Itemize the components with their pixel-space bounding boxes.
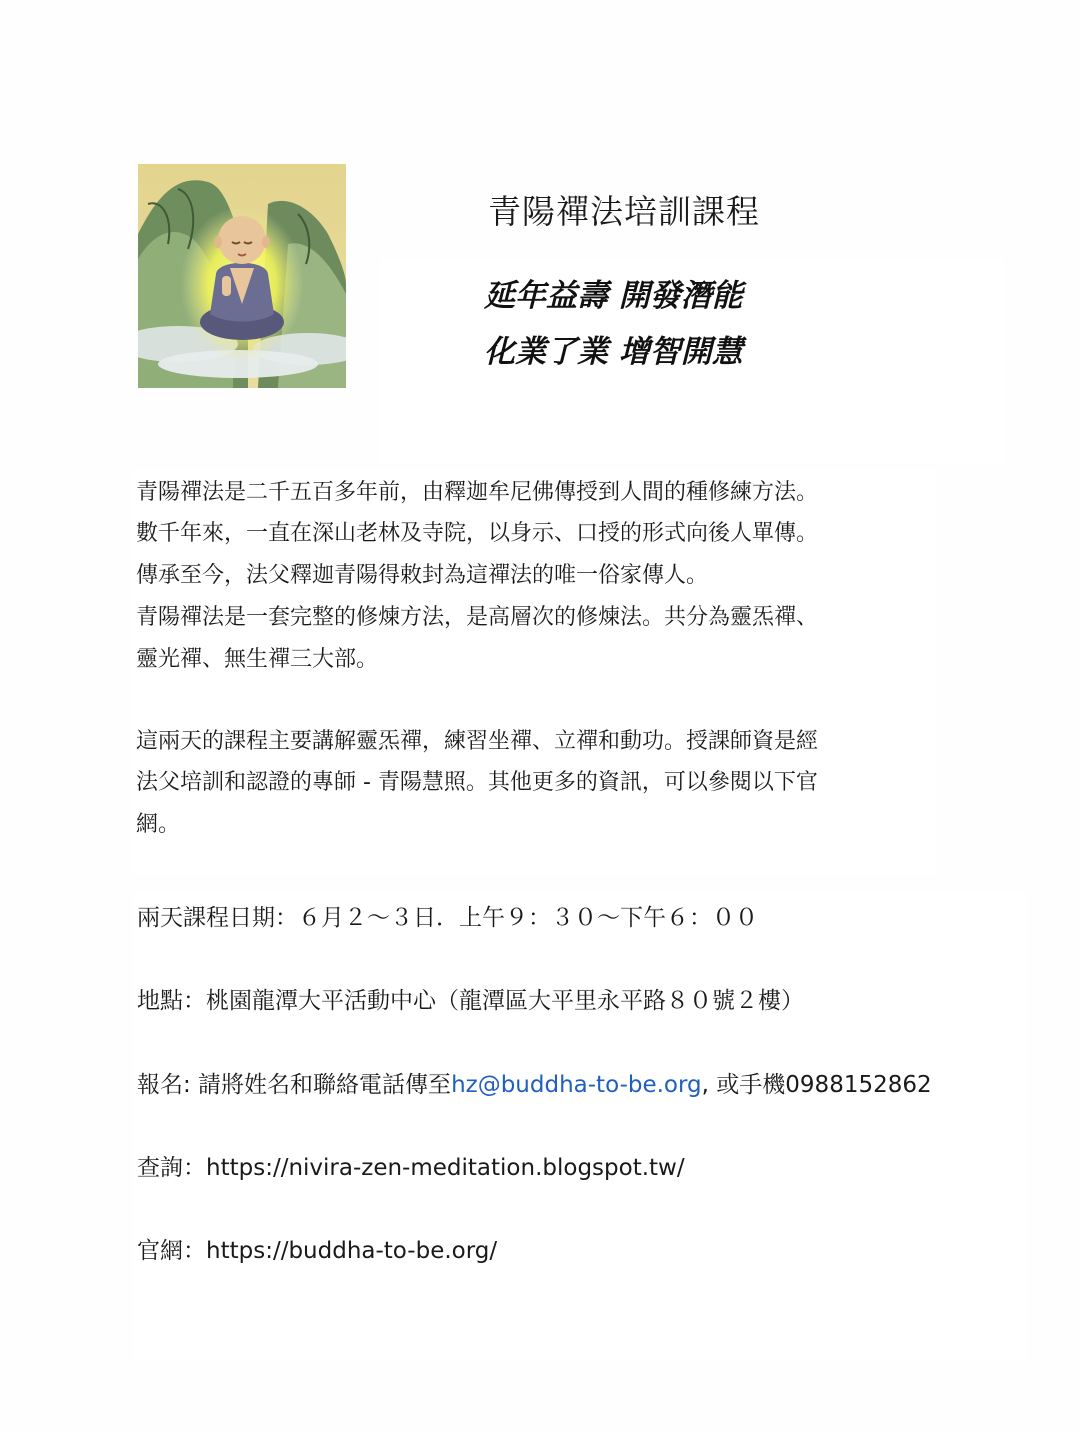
registration-email-link[interactable]: hz@buddha-to-be.org: [451, 1072, 702, 1098]
registration-info: [137, 1074, 932, 1097]
website-link: 官網：https://buddha-to-be.org/: [137, 1238, 498, 1264]
slogan-line: 延年益壽 開發潛能: [484, 278, 743, 314]
monk-illustration: [138, 164, 346, 388]
course-title: 青陽禪法培訓課程: [488, 192, 760, 231]
intro-line: 數千年來，一直在深山老林及寺院，以身示、口授的形式向後人單傳。: [136, 521, 819, 546]
intro-line: 靈光禪、無生禪三大部。: [136, 647, 379, 672]
slogan-line: 化業了業 增智開慧: [484, 334, 743, 370]
slogan-panel: [380, 258, 1004, 464]
intro-line: 青陽禪法是二千五百多年前，由釋迦牟尼佛傳授到人間的種修練方法。: [136, 480, 819, 505]
intro-line: 傳承至今，法父釋迦青陽得敕封為這禪法的唯一俗家傳人。: [136, 563, 709, 588]
registration-prefix: 報名: 請將姓名和聯絡電話傳至: [137, 1072, 452, 1098]
inquiry-link: 查詢：https://nivira-zen-meditation.blogspot.tw/: [137, 1155, 685, 1181]
intro-line: 法父培訓和認證的專師 - 青陽慧照。其他更多的資訊，可以參閱以下官: [136, 770, 818, 795]
intro-line: 青陽禪法是一套完整的修煉方法，是高層次的修煉法。共分為靈炁禪、: [136, 605, 819, 630]
intro-line: 網。: [136, 812, 181, 837]
registration-suffix: , 或手機0988152862: [701, 1072, 932, 1098]
course-dates: 兩天課程日期：６月２～３日．上午９：３０～下午６：００: [137, 905, 758, 931]
intro-line: 這兩天的課程主要講解靈炁禪，練習坐禪、立禪和動功。授課師資是經: [136, 729, 819, 754]
course-location: 地點：桃園龍潭大平活動中心（龍潭區大平里永平路８０號２樓）: [137, 988, 804, 1014]
course-details: [134, 890, 1026, 1360]
intro-section: [130, 470, 936, 874]
